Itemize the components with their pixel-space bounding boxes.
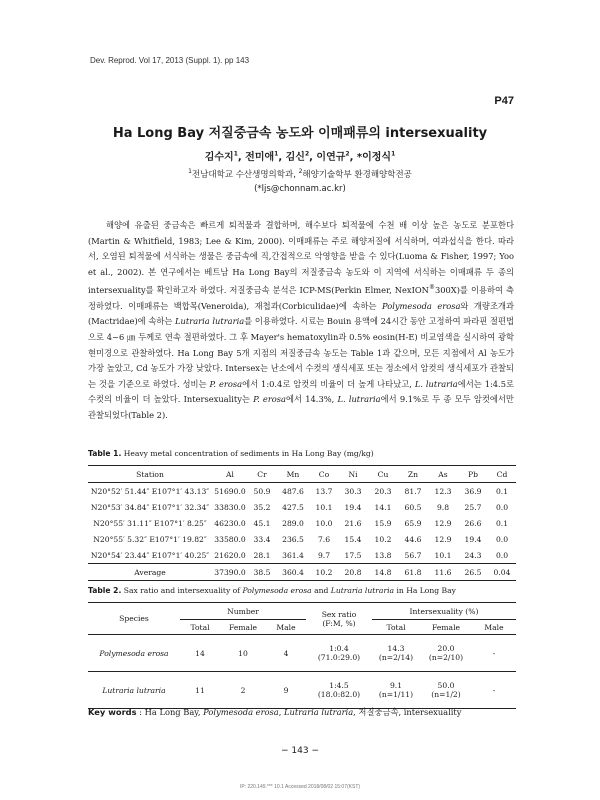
keywords: Key words : Ha Long Bay, Polymesoda erosa, Lutraria lutraria, 저질중금속, intersexuality [88,707,462,717]
table-cell: 37390.0 [214,567,246,577]
table-cell: 33580.0 [214,534,246,544]
table-cell: 14.8 [374,567,392,577]
table-cell: 10.1 [315,502,333,512]
table-header-row [88,466,516,483]
species-cell: Polymesoda erosa [99,648,169,658]
abstract-body: 해양에 유출된 중금속은 빠르게 퇴적물과 결합하며, 해수보다 퇴적물에 수천 배 이상 높은 농도로 분포한다(Martin & Whitfield, 1983; Lee & Kim, 2000). 이매패류는 주로 해양저질에 서식하며, 여과섭식을 한다. 따라서, 오염된 퇴적물에 서식하는 생물은 중금속에 직,간접적으로 악영향을 받을 수 있다(Luoma & Fisher, 1997; Yoo et al., 2002). 본 연구에서는 베트남 Ha Long Bay의 저질중금속 농도와 이 지역에 서식하는 이매패류 두 종의 intersexuality를 확인하고자 하였다. 저질중금속 분석은 ICP-MS(Perkin Elmer, NexION®300X)를 이용하여 측정하였다. 이매패류는 백합목(Veneroida), 재첩과(Corbiculidae)에 속하는 Polymesoda erosa와 개량조개과(Mactridae)에 속하는 Lutraria lutraria를 이용하였다. 시료는 Bouin 용액에 24시간 동안 고정하여 파라핀 절편법으로 4~6 ㎛ 두께로 연속 절편하였다. 그 후 Mayer's hematoxylin과 0.5% eosin(H-E) 비교염색을 실시하여 광학현미경으로 관찰하였다. Ha Long Bay 5개 지점의 저질중금속 농도는 Table 1과 같으며, 모든 지점에서 Al 농도가 가장 높았고, Cd 농도가 가장 낮았다. Intersex는 난소에서 수컷의 생식세포 또는 정소에서 암컷의 생식세포가 관찰되는 것을 기준으로 하였다. 성비는 P. erosa에서 1:0.4로 암컷의 비율이 더 높게 나타났고, L. lutraria에서는 1:4.5로 수컷의 비율이 더 높았다. Intersexuality는 P. erosa에서 14.3%, L. lutraria에서 9.1%로 두 종 모두 암컷에서만 관찰되었다(Table 2). [88,220,515,420]
table-cell: 33.4 [253,534,271,544]
table-cell: 9.8 [436,502,450,512]
table-cell: 0.1 [495,486,509,496]
table-cell: 60.5 [404,502,422,512]
table-cell: 13.7 [315,486,333,496]
author: *이정식$^1$ [356,150,396,163]
table-cell: 12.9 [434,534,452,544]
table-cell: 19.4 [464,534,482,544]
average-label: Average [134,567,166,577]
table-cell: 12.9 [434,518,452,528]
table-cell: 51690.0 [214,486,246,496]
column-header: Female [420,620,472,635]
sex-ratio-table [88,602,516,709]
column-group-header: Intersexuality (%) [372,603,516,620]
table-cell: 0.0 [495,502,509,512]
table-cell: 9 [266,672,306,709]
column-header: Ni [348,469,358,479]
table-cell: 24.3 [464,550,482,560]
table-cell: 21620.0 [214,550,246,560]
table-cell: 81.7 [404,486,422,496]
table-cell: 14.1 [374,502,392,512]
column-header: Total [180,620,220,635]
page-number: − 143 − [281,746,319,756]
table-cell: 36.9 [464,486,482,496]
table-cell: 14.3 (n=2/14) [378,644,414,662]
table-cell: 50.9 [253,486,271,496]
table2-caption: Table 2. Sax ratio and intersexuality of Polymesoda erosa and Lutraria lutraria in Ha Long Bay [88,586,456,595]
table-cell: 360.4 [282,567,304,577]
table-cell: 10.0 [315,518,333,528]
affiliations: $^1$전남대학교 수산생명의학과, $^2$해양기술학부 환경해양학전공 [188,168,412,180]
table-cell: - [472,672,516,709]
table-cell: 35.2 [253,502,271,512]
column-header: Species [88,603,180,635]
table-cell: 7.6 [317,534,331,544]
table-cell: 25.7 [464,502,482,512]
column-header: Male [472,620,516,635]
column-header: Cu [377,469,389,479]
table1-caption: Table 1. Heavy metal concentration of sediments in Ha Long Bay (mg/kg) [88,449,374,458]
table-cell: 11.6 [434,567,452,577]
table-cell: 0.04 [493,567,511,577]
average-row [88,564,516,581]
column-header: Male [266,620,306,635]
table-cell: 9.1 (n=1/11) [372,672,420,709]
table-cell: 13.8 [374,550,392,560]
station-cell: N20°55′ 5.32″ E107°1′ 19.82″ [93,534,207,544]
download-footer: IP: 220.149.*** 10.1 Accessed 2018/08/02 15:07(KST) [239,784,361,790]
column-header: Total [372,620,420,635]
table-cell: 45.1 [253,518,271,528]
table-cell: 20.0 (n=2/10) [428,644,464,662]
table-cell: 10.2 [315,567,333,577]
column-header: Sex ratio (F:M, %) [306,603,372,635]
table-row [88,635,516,672]
author: 전미애$^1$, [245,150,286,163]
table-cell: 361.4 [282,550,304,560]
corresponding-email: (*ljs@chonnam.ac.kr) [254,184,346,194]
table-cell: 33830.0 [214,502,246,512]
author: 김신$^2$, [285,150,317,163]
table-cell: 1:0.4 (71.0:29.0) [317,644,361,662]
column-header: Zn [407,469,419,479]
column-header: As [438,469,448,479]
table-row [88,531,516,547]
table-cell: 10.1 [434,550,452,560]
table-cell: 427.5 [282,502,304,512]
table-cell: 50.0 (n=1/2) [420,672,472,709]
table-row [88,483,516,500]
table-row [88,499,516,515]
table-row [88,672,516,709]
table-cell: 26.5 [464,567,482,577]
table-cell: 44.6 [404,534,422,544]
column-header: Cr [257,469,267,479]
table-cell: 0.0 [495,534,509,544]
table-cell: 15.4 [344,534,362,544]
table-cell: 14 [195,648,205,658]
column-header: Cd [496,469,508,479]
table-cell: 38.5 [253,567,271,577]
heavy-metal-table [88,465,516,581]
column-header: Mn [286,469,300,479]
author-list [0,148,600,163]
table-cell: 236.5 [282,534,304,544]
species-cell: Lutraria lutraria [88,672,180,709]
table-cell: 11 [180,672,220,709]
table-cell: 487.6 [282,486,304,496]
table-cell: 2 [220,672,266,709]
station-cell: N20°53′ 34.84″ E107°1′ 32.34″ [90,502,210,512]
table-cell: 20.8 [344,567,362,577]
column-header: Al [226,469,234,479]
table-cell: 10 [238,648,248,658]
author: 김수지$^1$, [204,150,246,163]
table-cell: 4 [283,648,289,658]
table-cell: 26.6 [464,518,482,528]
table-header-row [88,603,516,620]
table-row [88,515,516,531]
table-cell: 9.7 [317,550,331,560]
station-cell: N20°52′ 51.44″ E107°1′ 43.13″ [90,486,210,496]
table-cell: 12.3 [434,486,452,496]
table-cell: 56.7 [404,550,422,560]
author: 이연규$^2$, [316,150,357,163]
column-header: Station [136,469,164,479]
table-cell: 0.1 [495,518,509,528]
column-header: Female [220,620,266,635]
column-header: Pb [468,469,478,479]
table-cell: 30.3 [344,486,362,496]
column-header: Co [318,469,330,479]
paper-title: Ha Long Bay 저질중금속 농도와 이매패류의 intersexuality [112,126,488,141]
table-cell: 289.0 [282,518,304,528]
table-cell: 21.6 [344,518,362,528]
table-cell: 28.1 [253,550,271,560]
station-cell: N20°54′ 23.44″ E107°1′ 40.25″ [90,550,210,560]
table-cell: 46230.0 [214,518,246,528]
journal-citation: Dev. Reprod. Vol 17, 2013 (Suppl. 1). pp 143 [90,56,250,65]
table-cell: 17.5 [344,550,362,560]
column-group-header: Number [180,603,306,620]
table-cell: 61.8 [404,567,422,577]
station-cell: N20°55′ 31.11″ E107°1′ 8.25″ [93,518,207,528]
table-cell: 20.3 [374,486,392,496]
table-cell: - [492,648,496,658]
table-cell: 15.9 [374,518,392,528]
table-cell: 65.9 [404,518,422,528]
table-cell: 19.4 [344,502,362,512]
table-cell: 1:4.5 (18.0:82.0) [306,672,372,709]
table-cell: 0.0 [495,550,509,560]
table-row [88,547,516,564]
abstract-code: P47 [494,95,514,107]
table-cell: 10.2 [374,534,392,544]
